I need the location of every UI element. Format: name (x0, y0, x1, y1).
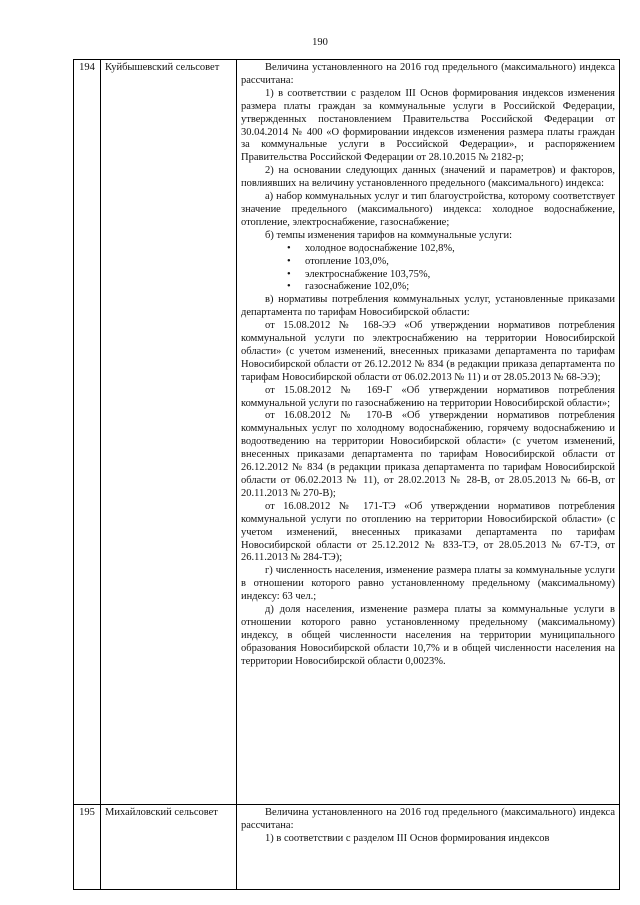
list-item (287, 281, 615, 294)
paragraph: Величина установленного на 2016 год предельного (максимального) индекса рассчитана: (241, 62, 615, 86)
paragraph: а) набор коммунальных услуг и тип благоустройства, которому соответствует значение предельного (максимального) индекса: холодное водоснабжение, отопление, электроснабжение, газоснабжение; (241, 191, 615, 228)
description-cell (237, 60, 620, 805)
list-item-text: холодное водоснабжение 102,8%, (305, 242, 455, 254)
paragraph: д) доля населения, изменение размера платы за коммунальные услуги в отношении которого равно установленному предельному (максимальному) индексу, в общей численности населения на территории муниципального образования Новосибирской области 10,7% и в общей численности населения на территории Новосибирской области 0,0023%. (241, 604, 615, 667)
list-item-text: отопление 103,0%, (305, 255, 389, 267)
regions-table (73, 59, 620, 890)
paragraph: от 15.08.2012 № 168-ЭЭ «Об утверждении нормативов потребления коммунальной услуги по электроснабжению на территории Новосибирской области» (с учетом изменений, внесенных приказами департамента по тарифам Новосибирской области от 26.12.2012 № 834 (в редакции приказа департамента по тарифам Новосибирской области от 06.02.2013 № 11) и от 28.05.2013 № 68-ЭЭ); (241, 320, 615, 383)
bullet-icon: • (287, 255, 291, 267)
description-cell (237, 805, 620, 890)
bullet-icon: • (287, 242, 291, 254)
list-item-text: газоснабжение 102,0%; (305, 281, 410, 293)
list-item (287, 256, 615, 269)
paragraph: в) нормативы потребления коммунальных услуг, установленные приказами департамента по тарифам Новосибирской области: (241, 294, 615, 319)
bullet-icon: • (287, 281, 291, 293)
paragraph: от 16.08.2012 № 170-В «Об утверждении нормативов потребления коммунальных услуг по холодному водоснабжению, горячему водоснабжению и водоотведению на территории Новосибирской области» (с учетом изменений, внесенных приказами департамента по тарифам Новосибирской области от 26.12.2012 № 834 (в редакции приказа департамента по тарифам Новосибирской области от 06.02.2013 № 11), от 28.02.2013 № 28-В, от 28.05.2013 № 66-В, от 20.11.2013 № 270-В); (241, 410, 615, 499)
municipality-name: Куйбышевский сельсовет (101, 60, 237, 805)
list-item (287, 243, 615, 256)
tariff-list (241, 243, 615, 295)
paragraph: г) численность населения, изменение размера платы за коммунальные услуги в отношении которого равно установленному предельному (максимальному) индексу: 63 чел.; (241, 565, 615, 603)
list-item (287, 269, 615, 282)
paragraph: б) темпы изменения тарифов на коммунальные услуги: (265, 229, 513, 241)
paragraph: 1) в соответствии с разделом III Основ формирования индексов изменения размера платы граждан за коммунальные услуги в Российской Федерации, утвержденных постановлением Правительства Российской Федерации от 30.04.2014 № 400 «О формировании индексов изменения размера платы граждан за коммунальные услуги в Российской Федерации», и распоряжением Правительства Российской Федерации от 28.10.2015 № 2182-р; (241, 87, 615, 164)
row-number: 194 (74, 60, 101, 805)
municipality-name: Михайловский сельсовет (101, 805, 237, 890)
paragraph: Величина установленного на 2016 год предельного (максимального) индекса рассчитана: (241, 807, 615, 831)
list-item-text: электроснабжение 103,75%, (305, 268, 431, 280)
row-number: 195 (74, 805, 101, 890)
page-number: 190 (312, 37, 328, 48)
table-row (74, 805, 620, 890)
paragraph: от 15.08.2012 № 169-Г «Об утверждении нормативов потребления коммунальной услуги по газоснабжению на территории Новосибирской области»; (241, 384, 615, 409)
table-row (74, 60, 620, 805)
paragraph: от 16.08.2012 № 171-ТЭ «Об утверждении нормативов потребления коммунальной услуги по отоплению на территории Новосибирской области» (с учетом изменений, внесенных приказами департамента по тарифам Новосибирской области от 25.12.2012 № 833-ТЭ, от 28.05.2013 № 67-ТЭ, от 26.11.2013 № 284-ТЭ); (241, 500, 615, 564)
paragraph: 2) на основании следующих данных (значений и параметров) и факторов, повлиявших на величину установленного предельного (максимального) индекса: (241, 165, 615, 190)
paragraph: 1) в соответствии с разделом III Основ формирования индексов (265, 832, 550, 844)
bullet-icon: • (287, 268, 291, 280)
